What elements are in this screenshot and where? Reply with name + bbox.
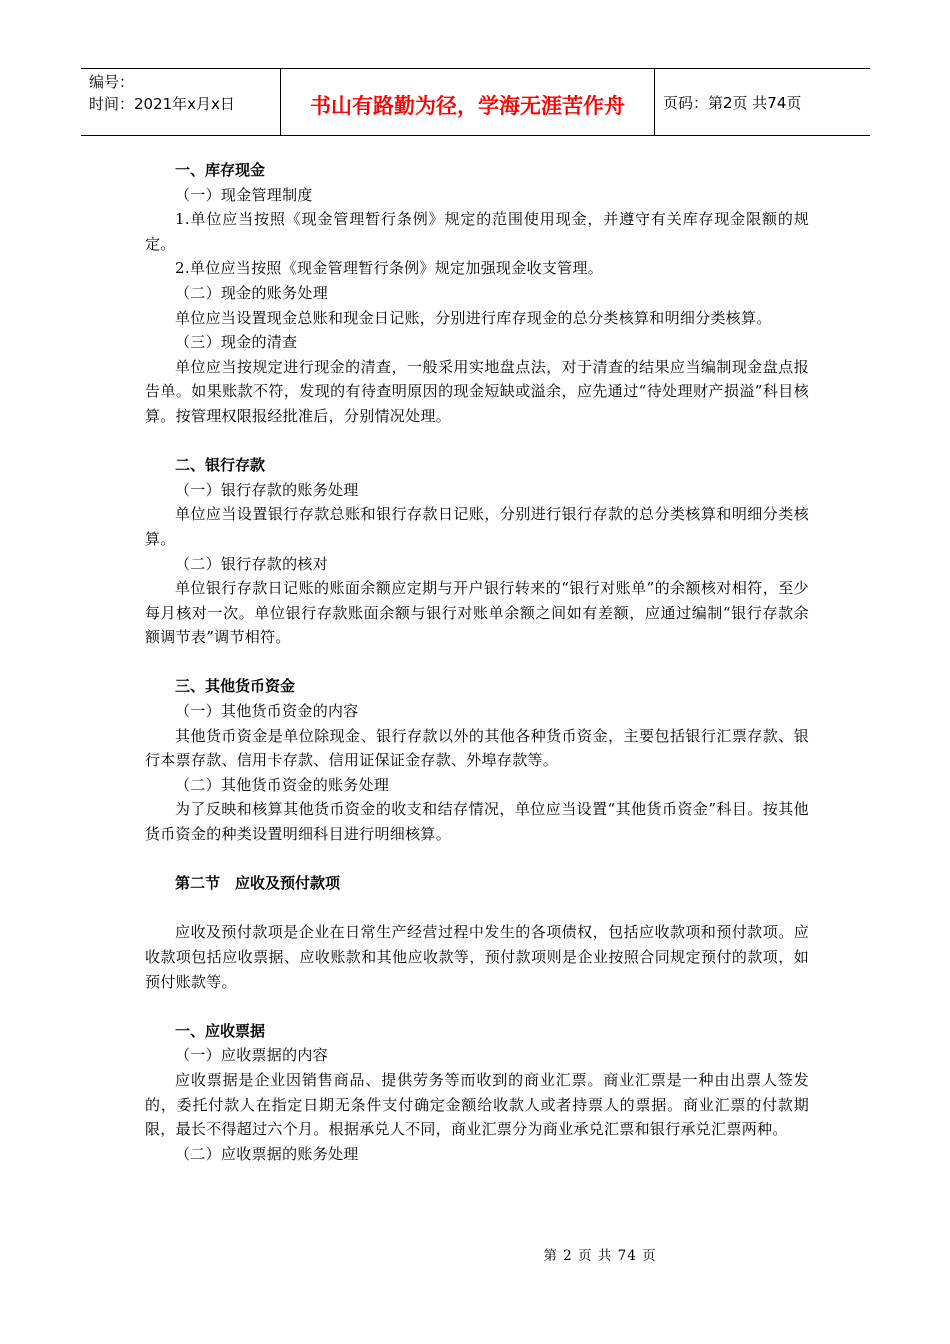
paragraph-gap — [145, 429, 809, 454]
body-paragraph: 2.单位应当按照《现金管理暂行条例》规定加强现金收支管理。 — [175, 259, 604, 278]
body-paragraph: 1.单位应当按照《现金管理暂行条例》规定的范围使用现金，并遵守有关库存现金限额的规定。 — [145, 210, 809, 253]
header-meta — [81, 69, 281, 135]
subsection-heading: （二）现金的账务处理 — [175, 283, 329, 302]
paragraph-gap — [145, 847, 809, 872]
subsection-heading: （二）银行存款的核对 — [175, 554, 329, 573]
document-time-label: 时间：2021年x月x日 — [89, 95, 235, 113]
body-paragraph: 应收票据是企业因销售商品、提供劳务等而收到的商业汇票。商业汇票是一种由出票人签发的，委托付款人在指定日期无条件支付确定金额给收款人或者持票人的票据。商业汇票的付款期限，最长不得超过六个月。根据承兑人不同，商业汇票分为商业承兑汇票和银行承兑汇票两种。 — [145, 1070, 809, 1139]
subsection-heading: （一）应收票据的内容 — [175, 1046, 329, 1065]
paragraph-gap — [145, 994, 809, 1019]
paragraph-gap — [145, 896, 809, 921]
header-motto: 书山有路勤为径，学海无涯苦作舟 — [281, 69, 655, 135]
body-paragraph: 单位应当按规定进行现金的清查，一般采用实地盘点法，对于清查的结果应当编制现金盘点报告单。如果账款不符，发现的有待查明原因的现金短缺或溢余，应先通过“待处理财产损溢”科目核算。按管理权限报经批准后，分别情况处理。 — [145, 357, 809, 425]
subsection-heading: （一）现金管理制度 — [175, 185, 313, 204]
document-body — [145, 158, 809, 1166]
footer-page-number: 第 2 页 共 74 页 — [543, 1248, 657, 1264]
body-paragraph: 单位应当设置现金总账和现金日记账，分别进行库存现金的总分类核算和明细分类核算。 — [175, 308, 772, 327]
section-heading: 二、银行存款 — [175, 456, 266, 475]
page-header — [81, 68, 870, 136]
subsection-heading: （二）应收票据的账务处理 — [175, 1144, 359, 1163]
body-paragraph: 应收及预付款项是企业在日常生产经营过程中发生的各项债权，包括应收款项和预付款项。应收款项包括应收票据、应收账款和其他应收款等，预付款项则是企业按照合同规定预付的款项，如预付账款等。 — [145, 923, 809, 991]
body-paragraph: 为了反映和核算其他货币资金的收支和结存情况，单位应当设置“其他货币资金”科目。按其他货币资金的种类设置明细科目进行明细核算。 — [145, 800, 809, 844]
section-heading: 一、库存现金 — [175, 161, 266, 179]
body-paragraph: 单位应当设置银行存款总账和银行存款日记账，分别进行银行存款的总分类核算和明细分类核算。 — [145, 505, 809, 548]
paragraph-gap — [145, 650, 809, 675]
subsection-heading: （二）其他货币资金的账务处理 — [175, 775, 390, 794]
subsection-heading: （三）现金的清查 — [175, 333, 298, 352]
section-heading: 一、应收票据 — [175, 1021, 266, 1040]
subsection-heading: （一）其他货币资金的内容 — [175, 702, 359, 721]
header-page-number: 页码：第2页 共74页 — [663, 93, 802, 112]
section-heading: 三、其他货币资金 — [175, 677, 296, 696]
section-heading: 第二节 应收及预付款项 — [175, 874, 341, 893]
body-paragraph: 单位银行存款日记账的账面余额应定期与开户银行转来的“银行对账单”的余额核对相符，至少每月核对一次。单位银行存款账面余额与银行对账单余额之间如有差额，应通过编制“银行存款余额调节表”调节相符。 — [145, 579, 809, 647]
subsection-heading: （一）银行存款的账务处理 — [175, 480, 359, 499]
page-footer — [0, 1244, 950, 1264]
body-paragraph: 其他货币资金是单位除现金、银行存款以外的其他各种货币资金，主要包括银行汇票存款、银行本票存款、信用卡存款、信用证保证金存款、外埠存款等。 — [145, 726, 809, 770]
document-number-label: 编号： — [89, 73, 135, 91]
